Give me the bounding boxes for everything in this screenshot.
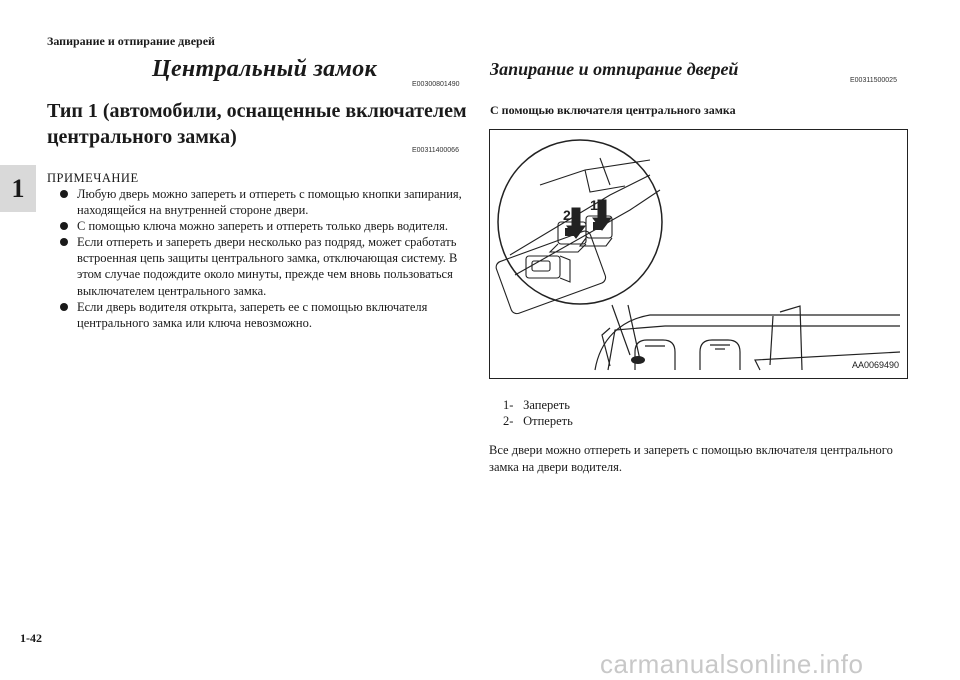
section-code: E00300801490: [412, 81, 460, 88]
label-one: 1: [590, 197, 598, 213]
figure-code: AA0069490: [851, 360, 899, 370]
note-label: ПРИМЕЧАНИЕ: [47, 171, 139, 185]
body-paragraph: Все двери можно отпереть и запереть с помощью включателя центрального замка на двери водителя.: [489, 443, 893, 474]
label-two: 2: [563, 207, 571, 223]
watermark: carmanualsonline.info: [600, 649, 864, 679]
lock-switch-illustration: [489, 129, 908, 379]
chapter-tab: 1: [0, 165, 36, 212]
switch-location-mark: [631, 356, 645, 364]
note-text: Любую дверь можно запереть и отпереть с помощью кнопки запирания, находящейся на внутренней стороне двери.: [77, 187, 462, 218]
legend-item: [503, 397, 573, 413]
right-section-code: E00311500025: [850, 77, 897, 84]
subsection-code: E00311400066: [412, 147, 459, 154]
legend-text: Запереть: [523, 398, 570, 412]
note-item: [58, 234, 478, 298]
figure-caption: С помощью включателя центрального замка: [490, 103, 736, 117]
note-item: [58, 218, 478, 234]
note-list: [58, 186, 478, 331]
note-item: [58, 299, 478, 331]
legend-item: [503, 413, 573, 429]
bullet-icon: [60, 303, 68, 311]
bullet-icon: [60, 238, 68, 246]
running-header: Запирание и отпирание дверей: [47, 34, 215, 48]
legend-number: 2-: [503, 414, 514, 428]
note-text: С помощью ключа можно запереть и отпереть только дверь водителя.: [77, 219, 448, 234]
bullet-icon: [60, 190, 68, 198]
note-item: [58, 186, 478, 218]
right-section-title: Запирание и отпирание дверей: [490, 59, 739, 79]
note-text: Если отпереть и запереть двери несколько раз подряд, может сработать встроенная цепь защиты центрального замка, отключающая систему. В этом случае подождите около минуты, прежде чем вновь пользоваться выключателем центрального замка.: [77, 235, 458, 298]
subsection-title: Тип 1 (автомобили, оснащенные включателем центрального замка): [47, 100, 467, 148]
bullet-icon: [60, 222, 68, 230]
legend-number: 1-: [503, 398, 514, 412]
note-text: Если дверь водителя открыта, запереть ее с помощью включателя центрального замка или ключа невозможно.: [77, 299, 428, 330]
figure-legend: [503, 397, 573, 429]
section-title: Центральный замок: [152, 56, 377, 82]
illustration-drawing: [490, 130, 907, 378]
page-number: 1-42: [20, 631, 42, 645]
legend-text: Отпереть: [523, 414, 573, 428]
